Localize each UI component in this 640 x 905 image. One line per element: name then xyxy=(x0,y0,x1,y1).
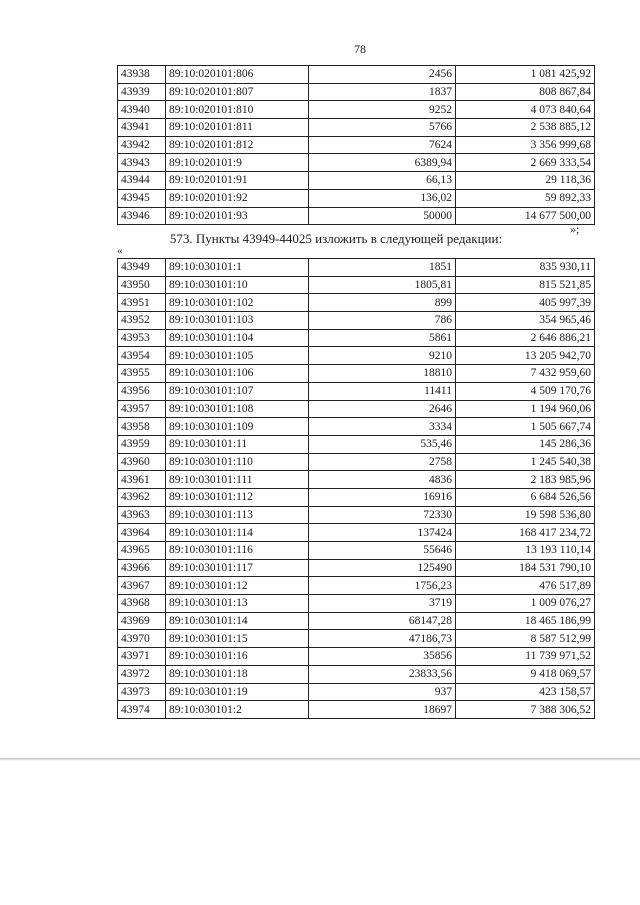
item-number-cell: 43966 xyxy=(118,559,166,577)
item-number-cell: 43969 xyxy=(118,612,166,630)
cadastral-number-cell: 89:10:030101:13 xyxy=(166,595,309,613)
item-number-cell: 43938 xyxy=(118,66,166,84)
cadastral-value-cell: 168 417 234,72 xyxy=(456,524,595,542)
cadastral-number-cell: 89:10:030101:2 xyxy=(166,701,309,719)
table-row xyxy=(118,418,595,436)
cadastral-table-new xyxy=(117,258,595,719)
cadastral-number-cell: 89:10:030101:109 xyxy=(166,418,309,436)
area-cell: 66,13 xyxy=(309,172,456,190)
cadastral-value-cell: 476 517,89 xyxy=(456,577,595,595)
cadastral-value-cell: 13 205 942,70 xyxy=(456,347,595,365)
cadastral-value-cell: 808 867,84 xyxy=(456,83,595,101)
area-cell: 18697 xyxy=(309,701,456,719)
cadastral-number-cell: 89:10:030101:18 xyxy=(166,665,309,683)
area-cell: 6389,94 xyxy=(309,154,456,172)
area-cell: 899 xyxy=(309,294,456,312)
item-number-cell: 43945 xyxy=(118,189,166,207)
cadastral-number-cell: 89:10:030101:102 xyxy=(166,294,309,312)
item-number-cell: 43967 xyxy=(118,577,166,595)
cadastral-number-cell: 89:10:030101:106 xyxy=(166,365,309,383)
cadastral-number-cell: 89:10:030101:16 xyxy=(166,648,309,666)
area-cell: 47186,73 xyxy=(309,630,456,648)
table-body xyxy=(118,66,595,225)
cadastral-number-cell: 89:10:030101:108 xyxy=(166,400,309,418)
area-cell: 18810 xyxy=(309,365,456,383)
cadastral-number-cell: 89:10:030101:12 xyxy=(166,577,309,595)
cadastral-number-cell: 89:10:030101:19 xyxy=(166,683,309,701)
area-cell: 2758 xyxy=(309,453,456,471)
area-cell: 937 xyxy=(309,683,456,701)
cadastral-number-cell: 89:10:020101:806 xyxy=(166,66,309,84)
cadastral-value-cell: 145 286,36 xyxy=(456,435,595,453)
table-row xyxy=(118,471,595,489)
cadastral-value-cell: 3 356 999,68 xyxy=(456,136,595,154)
area-cell: 1805,81 xyxy=(309,276,456,294)
cadastral-value-cell: 2 646 886,21 xyxy=(456,329,595,347)
scan-edge xyxy=(0,758,640,761)
table-row xyxy=(118,347,595,365)
cadastral-value-cell: 423 158,57 xyxy=(456,683,595,701)
closing-quote: »; xyxy=(570,222,580,236)
item-number-cell: 43973 xyxy=(118,683,166,701)
area-cell: 3719 xyxy=(309,595,456,613)
cadastral-number-cell: 89:10:030101:112 xyxy=(166,488,309,506)
area-cell: 2646 xyxy=(309,400,456,418)
cadastral-number-cell: 89:10:020101:810 xyxy=(166,101,309,119)
item-number-cell: 43970 xyxy=(118,630,166,648)
item-number-cell: 43944 xyxy=(118,172,166,190)
table-row xyxy=(118,259,595,277)
table-row xyxy=(118,683,595,701)
cadastral-value-cell: 1 505 667,74 xyxy=(456,418,595,436)
area-cell: 136,02 xyxy=(309,189,456,207)
cadastral-number-cell: 89:10:030101:105 xyxy=(166,347,309,365)
cadastral-number-cell: 89:10:030101:14 xyxy=(166,612,309,630)
area-cell: 16916 xyxy=(309,488,456,506)
item-number-cell: 43955 xyxy=(118,365,166,383)
area-cell: 535,46 xyxy=(309,435,456,453)
cadastral-number-cell: 89:10:030101:107 xyxy=(166,382,309,400)
table-row xyxy=(118,435,595,453)
table-row xyxy=(118,577,595,595)
table-row xyxy=(118,207,595,225)
cadastral-number-cell: 89:10:020101:93 xyxy=(166,207,309,225)
item-number-cell: 43959 xyxy=(118,435,166,453)
cadastral-number-cell: 89:10:030101:104 xyxy=(166,329,309,347)
area-cell: 2456 xyxy=(309,66,456,84)
cadastral-value-cell: 1 009 076,27 xyxy=(456,595,595,613)
table-row xyxy=(118,648,595,666)
cadastral-number-cell: 89:10:030101:117 xyxy=(166,559,309,577)
area-cell: 50000 xyxy=(309,207,456,225)
area-cell: 35856 xyxy=(309,648,456,666)
cadastral-value-cell: 19 598 536,80 xyxy=(456,506,595,524)
item-number-cell: 43951 xyxy=(118,294,166,312)
item-number-cell: 43956 xyxy=(118,382,166,400)
cadastral-value-cell: 4 073 840,64 xyxy=(456,101,595,119)
table-row xyxy=(118,506,595,524)
item-number-cell: 43958 xyxy=(118,418,166,436)
table-row xyxy=(118,189,595,207)
cadastral-value-cell: 4 509 170,76 xyxy=(456,382,595,400)
table-row xyxy=(118,365,595,383)
section-heading: 573. Пункты 43949-44025 изложить в следующей редакции: xyxy=(169,231,503,246)
item-number-cell: 43957 xyxy=(118,400,166,418)
cadastral-value-cell: 14 677 500,00 xyxy=(456,207,595,225)
area-cell: 786 xyxy=(309,312,456,330)
item-number-cell: 43960 xyxy=(118,453,166,471)
item-number-cell: 43968 xyxy=(118,595,166,613)
cadastral-number-cell: 89:10:020101:812 xyxy=(166,136,309,154)
cadastral-value-cell: 29 118,36 xyxy=(456,172,595,190)
area-cell: 9210 xyxy=(309,347,456,365)
area-cell: 72330 xyxy=(309,506,456,524)
table-row xyxy=(118,312,595,330)
item-number-cell: 43952 xyxy=(118,312,166,330)
item-number-cell: 43949 xyxy=(118,259,166,277)
cadastral-value-cell: 8 587 512,99 xyxy=(456,630,595,648)
table-row xyxy=(118,665,595,683)
item-number-cell: 43965 xyxy=(118,542,166,560)
table-row xyxy=(118,276,595,294)
table-row xyxy=(118,172,595,190)
cadastral-value-cell: 354 965,46 xyxy=(456,312,595,330)
cadastral-number-cell: 89:10:030101:103 xyxy=(166,312,309,330)
table-row xyxy=(118,595,595,613)
cadastral-value-cell: 2 183 985,96 xyxy=(456,471,595,489)
item-number-cell: 43942 xyxy=(118,136,166,154)
item-number-cell: 43974 xyxy=(118,701,166,719)
table-row xyxy=(118,136,595,154)
area-cell: 7624 xyxy=(309,136,456,154)
table-row xyxy=(118,382,595,400)
table-row xyxy=(118,630,595,648)
cadastral-number-cell: 89:10:020101:807 xyxy=(166,83,309,101)
page-number: 78 xyxy=(354,42,366,56)
area-cell: 1837 xyxy=(309,83,456,101)
table-row xyxy=(118,524,595,542)
item-number-cell: 43964 xyxy=(118,524,166,542)
area-cell: 5861 xyxy=(309,329,456,347)
area-cell: 137424 xyxy=(309,524,456,542)
item-number-cell: 43946 xyxy=(118,207,166,225)
area-cell: 125490 xyxy=(309,559,456,577)
cadastral-value-cell: 835 930,11 xyxy=(456,259,595,277)
cadastral-number-cell: 89:10:020101:91 xyxy=(166,172,309,190)
table-row xyxy=(118,329,595,347)
cadastral-number-cell: 89:10:020101:92 xyxy=(166,189,309,207)
table-row xyxy=(118,453,595,471)
table-row xyxy=(118,701,595,719)
cadastral-value-cell: 7 432 959,60 xyxy=(456,365,595,383)
cadastral-value-cell: 7 388 306,52 xyxy=(456,701,595,719)
cadastral-number-cell: 89:10:030101:15 xyxy=(166,630,309,648)
area-cell: 23833,56 xyxy=(309,665,456,683)
cadastral-number-cell: 89:10:030101:1 xyxy=(166,259,309,277)
area-cell: 1851 xyxy=(309,259,456,277)
cadastral-value-cell: 1 081 425,92 xyxy=(456,66,595,84)
cadastral-value-cell: 18 465 186,99 xyxy=(456,612,595,630)
table-row xyxy=(118,294,595,312)
area-cell: 1756,23 xyxy=(309,577,456,595)
cadastral-value-cell: 1 194 960,06 xyxy=(456,400,595,418)
cadastral-number-cell: 89:10:030101:113 xyxy=(166,506,309,524)
cadastral-number-cell: 89:10:030101:114 xyxy=(166,524,309,542)
item-number-cell: 43939 xyxy=(118,83,166,101)
item-number-cell: 43962 xyxy=(118,488,166,506)
cadastral-value-cell: 2 669 333,54 xyxy=(456,154,595,172)
table-row xyxy=(118,400,595,418)
table-row xyxy=(118,83,595,101)
item-number-cell: 43941 xyxy=(118,119,166,137)
table-row xyxy=(118,612,595,630)
area-cell: 4836 xyxy=(309,471,456,489)
item-number-cell: 43943 xyxy=(118,154,166,172)
cadastral-value-cell: 2 538 885,12 xyxy=(456,119,595,137)
cadastral-number-cell: 89:10:030101:116 xyxy=(166,542,309,560)
cadastral-value-cell: 815 521,85 xyxy=(456,276,595,294)
item-number-cell: 43961 xyxy=(118,471,166,489)
cadastral-value-cell: 11 739 971,52 xyxy=(456,648,595,666)
opening-quote: « xyxy=(117,245,123,257)
cadastral-number-cell: 89:10:020101:9 xyxy=(166,154,309,172)
area-cell: 5766 xyxy=(309,119,456,137)
cadastral-value-cell: 6 684 526,56 xyxy=(456,488,595,506)
cadastral-value-cell: 1 245 540,38 xyxy=(456,453,595,471)
table-row xyxy=(118,119,595,137)
area-cell: 3334 xyxy=(309,418,456,436)
table-row xyxy=(118,101,595,119)
item-number-cell: 43972 xyxy=(118,665,166,683)
cadastral-value-cell: 13 193 110,14 xyxy=(456,542,595,560)
table-row xyxy=(118,559,595,577)
cadastral-table-continued xyxy=(117,65,595,225)
cadastral-value-cell: 59 892,33 xyxy=(456,189,595,207)
cadastral-value-cell: 9 418 069,57 xyxy=(456,665,595,683)
cadastral-value-cell: 184 531 790,10 xyxy=(456,559,595,577)
area-cell: 68147,28 xyxy=(309,612,456,630)
area-cell: 11411 xyxy=(309,382,456,400)
cadastral-number-cell: 89:10:030101:111 xyxy=(166,471,309,489)
cadastral-number-cell: 89:10:030101:110 xyxy=(166,453,309,471)
item-number-cell: 43953 xyxy=(118,329,166,347)
item-number-cell: 43954 xyxy=(118,347,166,365)
cadastral-value-cell: 405 997,39 xyxy=(456,294,595,312)
item-number-cell: 43950 xyxy=(118,276,166,294)
area-cell: 9252 xyxy=(309,101,456,119)
area-cell: 55646 xyxy=(309,542,456,560)
item-number-cell: 43971 xyxy=(118,648,166,666)
table-row xyxy=(118,542,595,560)
table-body xyxy=(118,259,595,719)
item-number-cell: 43940 xyxy=(118,101,166,119)
cadastral-number-cell: 89:10:030101:11 xyxy=(166,435,309,453)
table-row xyxy=(118,154,595,172)
cadastral-number-cell: 89:10:020101:811 xyxy=(166,119,309,137)
table-row xyxy=(118,66,595,84)
table-row xyxy=(118,488,595,506)
cadastral-number-cell: 89:10:030101:10 xyxy=(166,276,309,294)
item-number-cell: 43963 xyxy=(118,506,166,524)
